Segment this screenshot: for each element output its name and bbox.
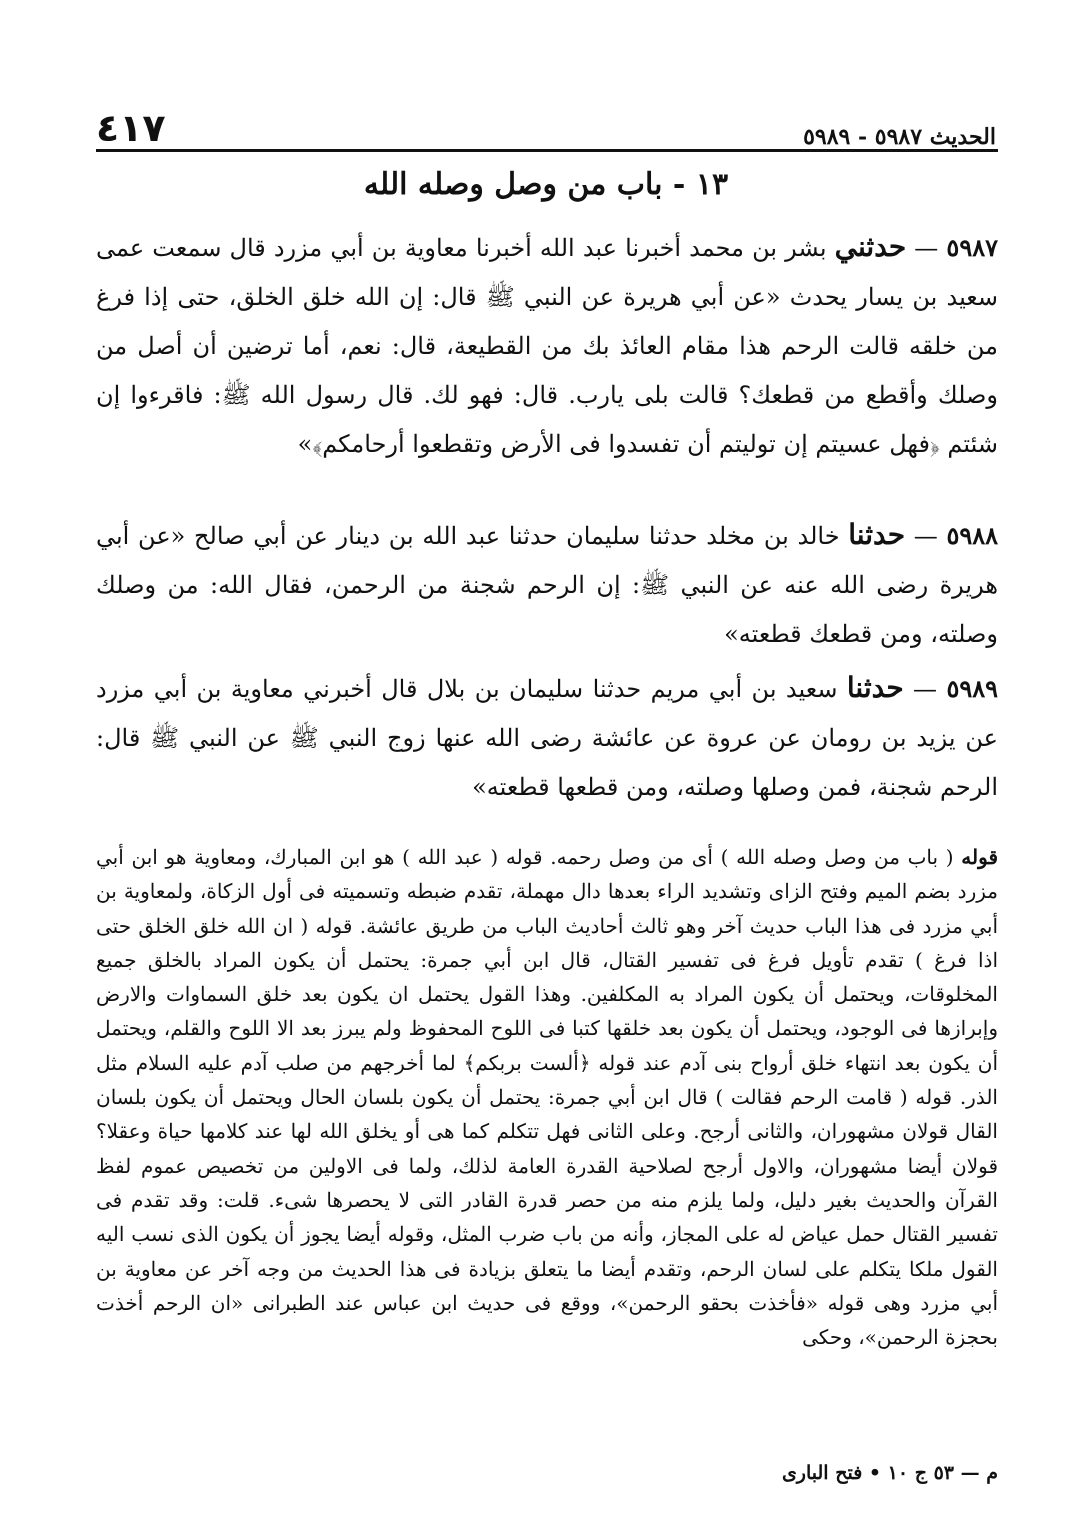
commentary-text: ( باب من وصل وصله الله ) أى من وصل رحمه. قوله ( عبد الله ) هو ابن المبارك، ومعاوية هو ابن أبي مزرد بضم الميم وفتح الزاى وتشديد الراء بعدها دال مهملة، تقدم ضبطه وتسميته فى أول الزكاة، ولمعاوية بن أبي مزرد فى هذا الباب حديث آخر وهو ثالث أحاديث الباب من طريق عائشة. قوله ( ان الله خلق الخلق حتى اذا فرغ ) تقدم تأويل فرغ فى تفسير القتال، قال ابن أبي جمرة: يحتمل أن يكون المراد بالخلق جميع المخلوقات، ويحتمل أن يكون المراد به المكلفين. وهذا القول يحتمل ان يكون بعد خلق السماوات والارض وإبرازها فى الوجود، ويحتمل أن يكون بعد خلقها كتبا فى اللوح المحفوظ ولم يبرز بعد الا اللوح والقلم، ويحتمل أن يكون بعد انتهاء خلق أرواح بنى آدم عند قوله ﴿ألست بربكم﴾ لما أخرجهم من صلب آدم عليه السلام مثل الذر. قوله ( قامت الرحم فقالت ) قال ابن أبي جمرة: يحتمل أن يكون بلسان الحال ويحتمل أن يكون بلسان القال قولان مشهوران، والثانى أرجح. وعلى الثانى فهل تتكلم كما هى أو يخلق الله لها عند كلامها حياة وعقلا؟ قولان أيضا مشهوران، والاول أرجح لصلاحية القدرة العامة لذلك، ولما فى الاولين من تخصيص عموم لفظ القرآن والحديث بغير دليل، ولما يلزم منه من حصر قدرة القادر التى لا يحصرها شىء. قلت: وقد تقدم فى تفسير القتال حمل عياض له على المجاز، وأنه من باب ضرب المثل، وقوله أيضا يجوز أن يكون الذى نسب اليه القول ملكا يتكلم على لسان الرحم، وتقدم أيضا ما يتعلق بزيادة فى هذا الحديث من وجه آخر عن معاوية بن أبي مزرد وهى قوله «فأخذت بحقو الرحمن»، ووقع فى حديث ابن عباس عند الطبرانى «ان الرحم أخذت بحجزة الرحمن»، وحكى [96,845,999,1350]
hadith-opening: حدثنا [848,518,906,551]
hadith-text: سعيد بن أبي مريم حدثنا سليمان بن بلال قال أخبرني معاوية بن أبي مزرد عن يزيد بن رومان عن عروة عن عائشة رضى الله عنها زوج النبي ﷺ عن النبي ﷺ قال: الرحم شجنة، فمن وصلها وصلته، ومن قطعها قطعته» [96,675,998,801]
chapter-title: ١٣ - باب من وصل وصله الله [363,167,729,202]
hadith-opening: حدثني [834,230,907,263]
hadith-opening: حدثنا [846,671,904,704]
hadith-text: خالد بن مخلد حدثنا سليمان حدثنا عبد الله بن دينار عن أبي صالح «عن أبي هريرة رضى الله عنه عن النبي ﷺ: إن الرحم شجنة من الرحمن، فقال الله: من وصلك وصلته، ومن قطعك قطعته» [96,522,998,648]
hadith-number: ٥٩٨٩ [946,674,998,703]
commentary [96,840,998,1354]
page-footer: م — ٥٣ ج ١٠ • فتح البارى [781,1462,998,1484]
page-number: ٤١٧ [96,106,166,150]
hadith-number: ٥٩٨٨ [946,521,998,550]
hadith-5989: ٥٩٨٩ — حدثنا سعيد بن أبي مريم حدثنا سليمان بن بلال قال أخبرني معاوية بن أبي مزرد عن يزيد بن رومان عن عروة عن عائشة رضى الله عنها زوج النبي ﷺ عن النبي ﷺ قال: الرحم شجنة، فمن وصلها وصلته، ومن قطعها قطعته» [96,671,998,801]
running-head: الحديث ٥٩٨٧ - ٥٩٨٩ [803,124,996,150]
hadith-5987: ٥٩٨٧ — حدثني بشر بن محمد أخبرنا عبد الله أخبرنا معاوية بن أبي مزرد قال سمعت عمى سعيد بن يسار يحدث «عن أبي هريرة عن النبي ﷺ قال: إن الله خلق الخلق، حتى إذا فرغ من خلقه قالت الرحم هذا مقام العائذ بك من القطيعة، قال: نعم، أما ترضين أن أصل من وصلك وأقطع من قطعك؟ قالت بلى يارب. قال: فهو لك. قال رسول الله ﷺ: فاقرءوا إن شئتم ﴿فهل عسيتم إن توليتم أن تفسدوا فى الأرض وتقطعوا أرحامكم﴾» [96,230,998,458]
page-header [96,96,996,150]
hadith-5988: ٥٩٨٨ — حدثنا خالد بن مخلد حدثنا سليمان حدثنا عبد الله بن دينار عن أبي صالح «عن أبي هريرة رضى الله عنه عن النبي ﷺ: إن الرحم شجنة من الرحمن، فقال الله: من وصلك وصلته، ومن قطعك قطعته» [96,518,998,648]
header-rule [96,149,998,152]
hadith-text: بشر بن محمد أخبرنا عبد الله أخبرنا معاوية بن أبي مزرد قال سمعت عمى سعيد بن يسار يحدث «عن أبي هريرة عن النبي ﷺ قال: إن الله خلق الخلق، حتى إذا فرغ من خلقه قالت الرحم هذا مقام العائذ بك من القطيعة، قال: نعم، أما ترضين أن أصل من وصلك وأقطع من قطعك؟ قالت بلى يارب. قال: فهو لك. قال رسول الله ﷺ: فاقرءوا إن شئتم ﴿فهل عسيتم إن توليتم أن تفسدوا فى الأرض وتقطعوا أرحامكم﴾» [96,234,998,458]
hadith-number: ٥٩٨٧ [946,233,998,262]
commentary-lemma: قوله [961,845,999,869]
